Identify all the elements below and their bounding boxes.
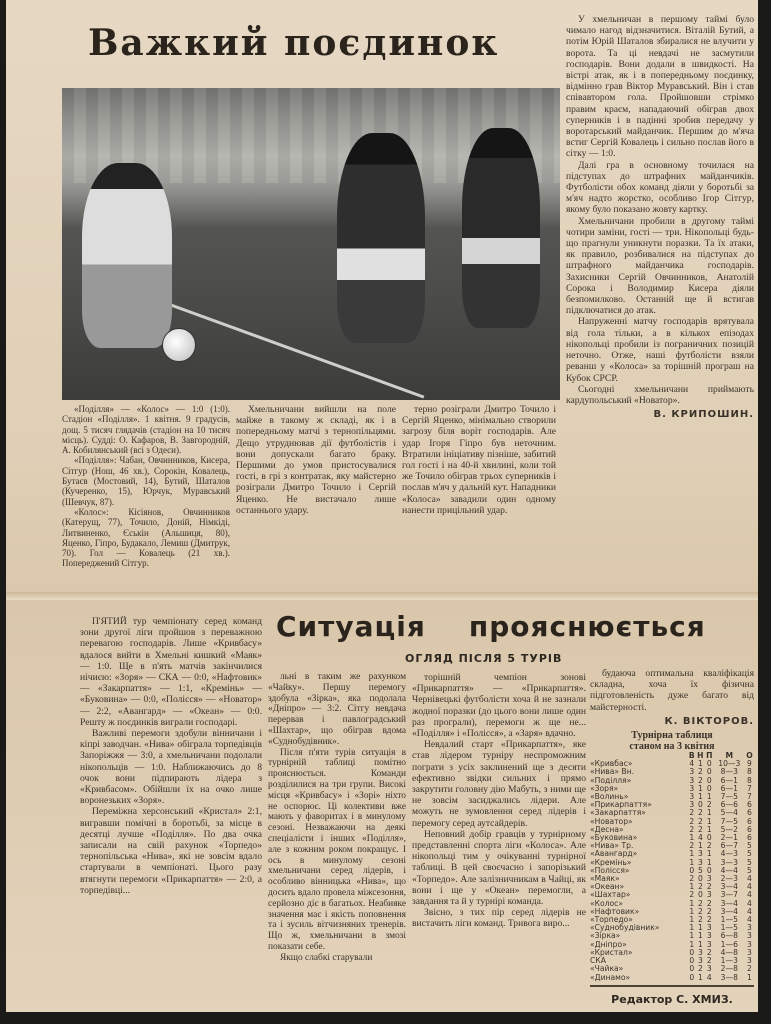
stat-cell: 2—1 bbox=[720, 833, 738, 843]
article1-column-3: терно розіграли Дмитро Точило і Сергій Яценко, мінімально створили загрозу біля воріт господарів. Але удар Ігоря Гіпро був неточним. Втратили ініціативу пізніше, забитий гол гості і на 40-й хвилині, коли той же Точило обіграв трьох суперників і послав м'яч у дальній кут. Нападники «Колоса» завадили один одному нанести прицільний удар. bbox=[402, 404, 556, 516]
stat-cell: 2 bbox=[689, 874, 695, 884]
stat-cell: 3 bbox=[689, 775, 695, 785]
stat-cell: 0 bbox=[689, 964, 695, 974]
stat-cell: 2—8 bbox=[720, 964, 738, 974]
stat-cell: 5 bbox=[747, 841, 752, 851]
stat-cell: 6—1 bbox=[720, 783, 738, 793]
stat-cell: 2 bbox=[697, 898, 703, 908]
standings-header-cell: О bbox=[746, 751, 753, 761]
article2-column-2: льні в таким же рахунком «Чайку». Першу перемогу здобула «Зірка», яка подолала «Дніпро» — 3:2. Сітгу невдача перервав і павлоградський «Шахтар», що обіграв вдома «Суднобудівник». Після п'яти турів ситуація в турнірній таблиці помітно прояснюється. Команди розділилися на три групи. Високі місця «Кривбасу» і «Зорі» ніхто не оспорює. Ці колективи вже мають у фаворитах і в минулому сезоні. Незважаючи на деякі спеціалісти і інших «Поділля», але з кожним роком покращує. І ось в минулому сезоні хмельничани серед лідерів, і особливо вінницька «Нива», що досить вдало провела міжсезоння, серйозно діє в багатьох. Неабияке значення має і якість поповнення та і зусиль вітчизняних тренерів. Що ж, хмельничани в змозі показати себе. Якщо слабкі старували bbox=[268, 672, 406, 963]
stat-cell: 6—8 bbox=[720, 931, 738, 941]
stat-cell: 5 bbox=[747, 857, 752, 867]
stat-cell: 3—7 bbox=[720, 890, 738, 900]
stat-cell: 3—4 bbox=[720, 882, 738, 892]
stat-cell: 8 bbox=[747, 775, 752, 785]
standings-title: Турнірна таблиця bbox=[631, 730, 713, 742]
article2-subheadline: ОГЛЯД ПІСЛЯ 5 ТУРІВ bbox=[405, 652, 563, 665]
stat-cell: 6 bbox=[747, 824, 752, 834]
stat-cell: 3 bbox=[747, 923, 752, 933]
team-name: «Зірка» bbox=[590, 931, 621, 941]
team-name: «Кристал» bbox=[590, 947, 633, 957]
stat-cell: 3 bbox=[689, 792, 695, 802]
team-name: «Кремінь» bbox=[590, 857, 632, 867]
stat-cell: 2 bbox=[697, 906, 703, 916]
stat-cell: 4 bbox=[689, 759, 695, 769]
player-white bbox=[82, 163, 172, 348]
stat-cell: 2 bbox=[706, 956, 712, 966]
stat-cell: 1 bbox=[697, 792, 703, 802]
team-name: «Буковина» bbox=[590, 833, 638, 843]
stat-cell: 2 bbox=[697, 824, 703, 834]
stat-cell: 2 bbox=[697, 882, 703, 892]
stat-cell: 0 bbox=[706, 767, 712, 777]
team-name: «Нива» Вн. bbox=[590, 767, 635, 777]
stat-cell: 2 bbox=[706, 882, 712, 892]
stat-cell: 1 bbox=[689, 857, 695, 867]
stat-cell: 4 bbox=[747, 906, 752, 916]
stat-cell: 2 bbox=[706, 898, 712, 908]
stat-cell: 7 bbox=[747, 792, 752, 802]
stat-cell: 0 bbox=[706, 775, 712, 785]
team-name: «Динамо» bbox=[590, 972, 631, 982]
stat-cell: 3 bbox=[706, 890, 712, 900]
football bbox=[162, 328, 196, 362]
team-name: СКА bbox=[590, 956, 606, 966]
stat-cell: 1 bbox=[689, 898, 695, 908]
stat-cell: 0 bbox=[689, 865, 695, 875]
stat-cell: 6—6 bbox=[720, 800, 738, 810]
stat-cell: 4—8 bbox=[720, 947, 738, 957]
stat-cell: 3 bbox=[747, 939, 752, 949]
match-photo bbox=[62, 88, 560, 400]
stat-cell: 2 bbox=[706, 947, 712, 957]
stat-cell: 1 bbox=[697, 939, 703, 949]
team-name: «Кривбас» bbox=[590, 759, 633, 769]
stat-cell: 2 bbox=[697, 816, 703, 826]
team-name: «Нафтовик» bbox=[590, 906, 640, 916]
article2-column-4: будаюча оптимальна кваліфікація складна, хоча їх фізична підготовленість дуже багато від майстерності. К. ВІКТОРОВ. Турнірна таблиця станом на 3 квітня В Н П М О «Кривбас» 4 1 0 10—3 9 «Нива» Вн. 3 2 0 8—3 8 «Поділля» 3 2 0 6—1 8 «Зоря» 3 1 0 6—1 7 «Волинь» 3 1 1 7—5 7 «Прикарпаття» 3 0 2 6—6 6 «Закарпаття» 2 2 1 5—4 6 «Новатор» 2 2 1 7—5 6 «Десна» 2 2 1 5—2 6 «Буковина» 1 4 0 2—1 6 «Нива» Тр. 2 1 2 6—7 5 «Авангард» 1 3 1 4—3 5 «Кремінь» 1 3 1 3—3 5 «Полісся» 0 5 0 4—4 5 «Маяк» 2 0 3 2—3 4 «Океан» 1 2 2 3—4 4 «Шахтар» 2 0 3 3—7 4 «Колос» 1 2 2 3—4 4 «Нафтовик» 1 2 2 3—4 4 «Торпедо» 1 2 2 1—5 4 «Суднобудівник» 1 1 3 1—5 3 «Зірка» 1 1 3 6—8 3 «Дніпро» 1 1 3 1—6 3 «Кристал» 0 3 2 4—8 3 СКА 0 3 2 1—3 3 «Чайка» 0 2 3 2—8 2 «Динамо» 0 1 4 3—8 1 bbox=[590, 668, 754, 992]
stat-cell: 0 bbox=[706, 865, 712, 875]
stat-cell: 2 bbox=[697, 964, 703, 974]
stat-cell: 5—2 bbox=[720, 824, 738, 834]
stat-cell: 3 bbox=[697, 849, 703, 859]
stat-cell: 4—3 bbox=[720, 849, 738, 859]
stat-cell: 6—7 bbox=[720, 841, 738, 851]
stat-cell: 1—6 bbox=[720, 939, 738, 949]
stat-cell: 2 bbox=[706, 915, 712, 925]
stat-cell: 2 bbox=[689, 816, 695, 826]
stat-cell: 1 bbox=[706, 808, 712, 818]
stat-cell: 6 bbox=[747, 800, 752, 810]
standings-subtitle: станом на 3 квітня bbox=[629, 741, 715, 753]
author-signature: В. КРИПОШИН. bbox=[653, 409, 754, 421]
team-name: «Прикарпаття» bbox=[590, 800, 652, 810]
stat-cell: 3 bbox=[747, 956, 752, 966]
stat-cell: 0 bbox=[697, 890, 703, 900]
stat-cell: 6 bbox=[747, 816, 752, 826]
standings-header-cell: Н bbox=[697, 751, 704, 761]
team-name: «Волинь» bbox=[590, 792, 629, 802]
standings-header-cell: П bbox=[706, 751, 713, 761]
stat-cell: 1 bbox=[706, 824, 712, 834]
article2-column-3: торішній чемпіон зонові «Прикарпаття» — «Прикарпаття». Чернівецькі футболісти хоча й не зазнали жодної поразки (до цього вони лише один раз програли), перемоги ж ще не... «Поділля» і «Полісся», а «Заря» вдачно. Невдалий старт «Прикарпаття», яке став лідером турніру неспроможним пограти з усіх заклинений ще з десяти ефективно звідки сильних і прямо закрутити головну дію Мабуть, з ними ще не зовсім засиджались лідери. Але можуть не зумовлення серед лідерів і перемогу серед аутсайдерів. Неповний добір гравців у турнірному представленні спорта ліги «Колоса». Але нікопольці тим у очікуванні турнірної таблиці. В цей своєчасно і запорізький «Торпедо». Але залізничникам в Чайці, як вони і ще у «Океан» перемогли, а завдання та й у турнірі команда. Звісно, з тих пір серед лідерів не вистачить ліги команд. Тривога виро... bbox=[412, 672, 586, 930]
standings-header-cell: М bbox=[725, 751, 734, 761]
team-name: «Торпедо» bbox=[590, 915, 633, 925]
stat-cell: 7 bbox=[747, 783, 752, 793]
stat-cell: 3—3 bbox=[720, 857, 738, 867]
stat-cell: 0 bbox=[697, 874, 703, 884]
team-name: «Полісся» bbox=[590, 865, 630, 875]
team-name: «Океан» bbox=[590, 882, 625, 892]
stat-cell: 0 bbox=[689, 947, 695, 957]
stat-cell: 4 bbox=[697, 833, 703, 843]
stat-cell: 3 bbox=[706, 923, 712, 933]
stat-cell: 9 bbox=[747, 759, 752, 769]
stat-cell: 0 bbox=[689, 972, 695, 982]
team-name: «Новатор» bbox=[590, 816, 633, 826]
editor-credit: Редактор С. ХМИЗ. bbox=[611, 993, 733, 1006]
team-name: «Поділля» bbox=[590, 775, 632, 785]
team-name: «Закарпаття» bbox=[590, 808, 646, 818]
stat-cell: 3 bbox=[689, 767, 695, 777]
stat-cell: 0 bbox=[706, 783, 712, 793]
team-name: «Маяк» bbox=[590, 874, 620, 884]
stat-cell: 6—1 bbox=[720, 775, 738, 785]
stat-cell: 2 bbox=[706, 841, 712, 851]
stat-cell: 1 bbox=[689, 882, 695, 892]
stat-cell: 1—3 bbox=[720, 956, 738, 966]
stat-cell: 2 bbox=[689, 824, 695, 834]
stat-cell: 3 bbox=[689, 783, 695, 793]
standings-table bbox=[590, 752, 754, 982]
stat-cell: 4 bbox=[706, 972, 712, 982]
article1-column-2: Хмельничани вийшли на поле майже в такому ж складі, як і в попередньому матчі з тернопільцями. Дещо утруднював дії футболістів і вони допускали багато браку. Першими до умов пристосувалися гості, в грі з контратак, яку майстерно розіграли Дмитро Точило і Сергій Яценко. Не вистачало лише останнього удару. bbox=[236, 404, 396, 516]
stat-cell: 4 bbox=[747, 874, 752, 884]
stat-cell: 3 bbox=[706, 931, 712, 941]
stat-cell: 1 bbox=[689, 915, 695, 925]
stat-cell: 1 bbox=[706, 857, 712, 867]
stat-cell: 1 bbox=[706, 792, 712, 802]
stat-cell: 1—5 bbox=[720, 923, 738, 933]
stat-cell: 2 bbox=[689, 890, 695, 900]
article1-column-4: У хмельничан в першому таймі було чимало нагод відзначитися. Віталій Бутий, а потім Юрій Шаталов збиралися не влучити у ворота. Та ці невдачі не засмутили господарів. Вони додали в швидкості. На вістрі атак, як і в попередньому поєдинку, відмінно грав Віктор Муравський. Він і став співавтором гола. Пройшовши стрімко правим краєм, нападаючий обіграв двох суперників і в падінні зробив передачу у воротарський майданчик. Першим до м'яча встиг Сергій Ковалець і сильно послав його в сітку — 1:0. Далі гра в основному точилася на підступах до штрафних майданчиків. Футболісти обох команд діяли у боротьбі за м'яч надто жорстко, особливо Ігор Сітгур, якому було показано жовту картку. Хмельничани пробили в другому таймі чотири заміни, гості — три. Нікопольці будь-що прагнули уникнути поразки. Та їх атаки, як правило, розбивалися на підступах до штрафного майданчика господарів. Захисники Сергій Овчинников, Анатолій Сорока і Володимир Кисера діяли безпомилково. Останній ще й встигав підключатися до атак. Напруженні матчу господарів врятувала від гола тільки, а в кількох епізодах нікопольці пробили із пограничних позицій неточно. Отже, наші футболісти взяли реванш у «Колоса» за торішній програш на Кубок СРСР. Сьогодні хмельничани приймають кардупольський «Новатор». В. КРИПОШИН. bbox=[566, 14, 754, 421]
stat-cell: 8 bbox=[747, 767, 752, 777]
article2-headline: Ситуація прояснюється bbox=[276, 610, 706, 643]
stat-cell: 2 bbox=[697, 808, 703, 818]
standings-header-cell: В bbox=[688, 751, 695, 761]
stat-cell: 6 bbox=[747, 808, 752, 818]
article2-column-1: П'ЯТИЙ тур чемпіонату серед команд зони другої ліги пройшов з переважною перевагою господарів. Лише «Кривбасу» вдалося вийти в Хмельнi кишкий «Маяк» — 1:0. Ще в п'ять матчів закінчилися нічиєю: «Зоря» — СКА — 0:0, «Нафтовик» — «Закарпаття» — 1:1, «Кремінь» — «Буковина» — 0:0, «Полісся» — «Новатор» — 2:2, «Авангард» — «Океан» — 0:0. Решту ж поєдинків виграли господарі. Важливі перемоги здобули вінничани і кіпрі заводчан. «Нива» обіграла торпедівців Запоріжжя — 3:0, а хмельничани подолали нікопольців — 1:0. Наближаючись до 8 очок вони підпирають лідера з «Кривбасом». Обійшли їх на очко лише воронезьких «Зоря». Переміжна херсонський «Кристал» 2:1, вигравши помічні в боротьбі, за місце в десятці лучше «Поділля». По два очка записали на свій рахунок «Торпедо» тернопільська «Нива», які не зовсім вдало стартували в чемпіонаті. Цього разу втягнути перемоги «Прикарпаття» — 2:0, а торпедівці... bbox=[80, 616, 262, 896]
player-dark-center bbox=[337, 133, 425, 343]
stat-cell: 1 bbox=[697, 841, 703, 851]
stat-cell: 1 bbox=[697, 759, 703, 769]
stat-cell: 3 bbox=[747, 931, 752, 941]
standings-row bbox=[590, 974, 754, 982]
team-name: «Дніпро» bbox=[590, 939, 627, 949]
team-name: «Колос» bbox=[590, 898, 624, 908]
player-dark-right bbox=[462, 128, 540, 328]
divider bbox=[590, 985, 754, 987]
stat-cell: 2 bbox=[697, 915, 703, 925]
stat-cell: 5 bbox=[697, 865, 703, 875]
stat-cell: 3 bbox=[697, 857, 703, 867]
stat-cell: 3 bbox=[747, 947, 752, 957]
stat-cell: 2 bbox=[697, 767, 703, 777]
stat-cell: 0 bbox=[689, 956, 695, 966]
stat-cell: 3—8 bbox=[720, 972, 738, 982]
stat-cell: 1 bbox=[706, 816, 712, 826]
stat-cell: 1 bbox=[689, 923, 695, 933]
team-name: «Чайка» bbox=[590, 964, 624, 974]
stat-cell: 5 bbox=[747, 865, 752, 875]
stat-cell: 2 bbox=[706, 800, 712, 810]
fold-line bbox=[6, 592, 758, 600]
author-signature-2: К. ВІКТОРОВ. bbox=[664, 715, 754, 727]
stat-cell: 2 bbox=[689, 808, 695, 818]
stat-cell: 8—3 bbox=[720, 767, 738, 777]
stat-cell: 2 bbox=[689, 841, 695, 851]
team-name: «Шахтар» bbox=[590, 890, 631, 900]
stat-cell: 7—5 bbox=[720, 816, 738, 826]
stat-cell: 0 bbox=[697, 800, 703, 810]
stat-cell: 4 bbox=[747, 890, 752, 900]
stat-cell: 1 bbox=[689, 833, 695, 843]
stat-cell: 1 bbox=[689, 939, 695, 949]
team-name: «Суднобудівник» bbox=[590, 923, 660, 933]
stat-cell: 3 bbox=[706, 874, 712, 884]
stat-cell: 5—4 bbox=[720, 808, 738, 818]
stat-cell: 1 bbox=[689, 906, 695, 916]
article-headline: Важкий поєдинок bbox=[88, 22, 500, 64]
stat-cell: 1 bbox=[706, 849, 712, 859]
stat-cell: 0 bbox=[706, 833, 712, 843]
stat-cell: 1 bbox=[689, 849, 695, 859]
stat-cell: 10—3 bbox=[718, 759, 741, 769]
stat-cell: 3—4 bbox=[720, 898, 738, 908]
stat-cell: 3 bbox=[689, 800, 695, 810]
stat-cell: 1 bbox=[747, 972, 752, 982]
stat-cell: 3 bbox=[697, 956, 703, 966]
photo-caption-column: «Поділля» — «Колос» — 1:0 (1:0). Стадіон «Поділля». 1 квітня. 9 градусів, дощ. 5 тисяч глядачів (стадіон на 10 тисяч місць). Судді: О. Кафаров, В. Завгородній, А. Кобилянський (всі з Одеси). «Поділля»: Чабан, Овчинников, Кисера, Сітгур (Нош, 46 хв.), Сорокін, Ковалець, Бутаєв (Мостовий, 14), Бутий, Шаталов (Кучеренко, 15), Юрчук, Муравський (Шевчук, 87). «Колос»: Кісіянов, Овчинников (Катерущ, 77), Точило, Доній, Німкіді, Литвиненко, Єськін (Альшиця, 80), Яценко, Гіпро, Будакало, Лемиш (Дмитрук, 70). Гол — Ковалець (21 хв.). Попереджений Сітгур. bbox=[62, 404, 230, 569]
team-name: «Нива» Тр. bbox=[590, 841, 634, 851]
stat-cell: 1 bbox=[697, 972, 703, 982]
stat-cell: 2 bbox=[747, 964, 752, 974]
stat-cell: 0 bbox=[706, 759, 712, 769]
stat-cell: 3 bbox=[697, 947, 703, 957]
stat-cell: 4 bbox=[747, 915, 752, 925]
stat-cell: 6 bbox=[747, 833, 752, 843]
stat-cell: 3 bbox=[706, 964, 712, 974]
team-name: «Зоря» bbox=[590, 783, 619, 793]
stat-cell: 1 bbox=[689, 931, 695, 941]
stat-cell: 4—4 bbox=[720, 865, 738, 875]
stat-cell: 4 bbox=[747, 882, 752, 892]
team-name: «Авангард» bbox=[590, 849, 638, 859]
team-name: «Десна» bbox=[590, 824, 624, 834]
stat-cell: 7—5 bbox=[720, 792, 738, 802]
stat-cell: 3—4 bbox=[720, 906, 738, 916]
stat-cell: 4 bbox=[747, 898, 752, 908]
stat-cell: 1 bbox=[697, 783, 703, 793]
stat-cell: 3 bbox=[706, 939, 712, 949]
stat-cell: 5 bbox=[747, 849, 752, 859]
stat-cell: 2 bbox=[706, 906, 712, 916]
stat-cell: 1—5 bbox=[720, 915, 738, 925]
stat-cell: 2 bbox=[697, 775, 703, 785]
stat-cell: 1 bbox=[697, 923, 703, 933]
stat-cell: 2—3 bbox=[720, 874, 738, 884]
stat-cell: 1 bbox=[697, 931, 703, 941]
